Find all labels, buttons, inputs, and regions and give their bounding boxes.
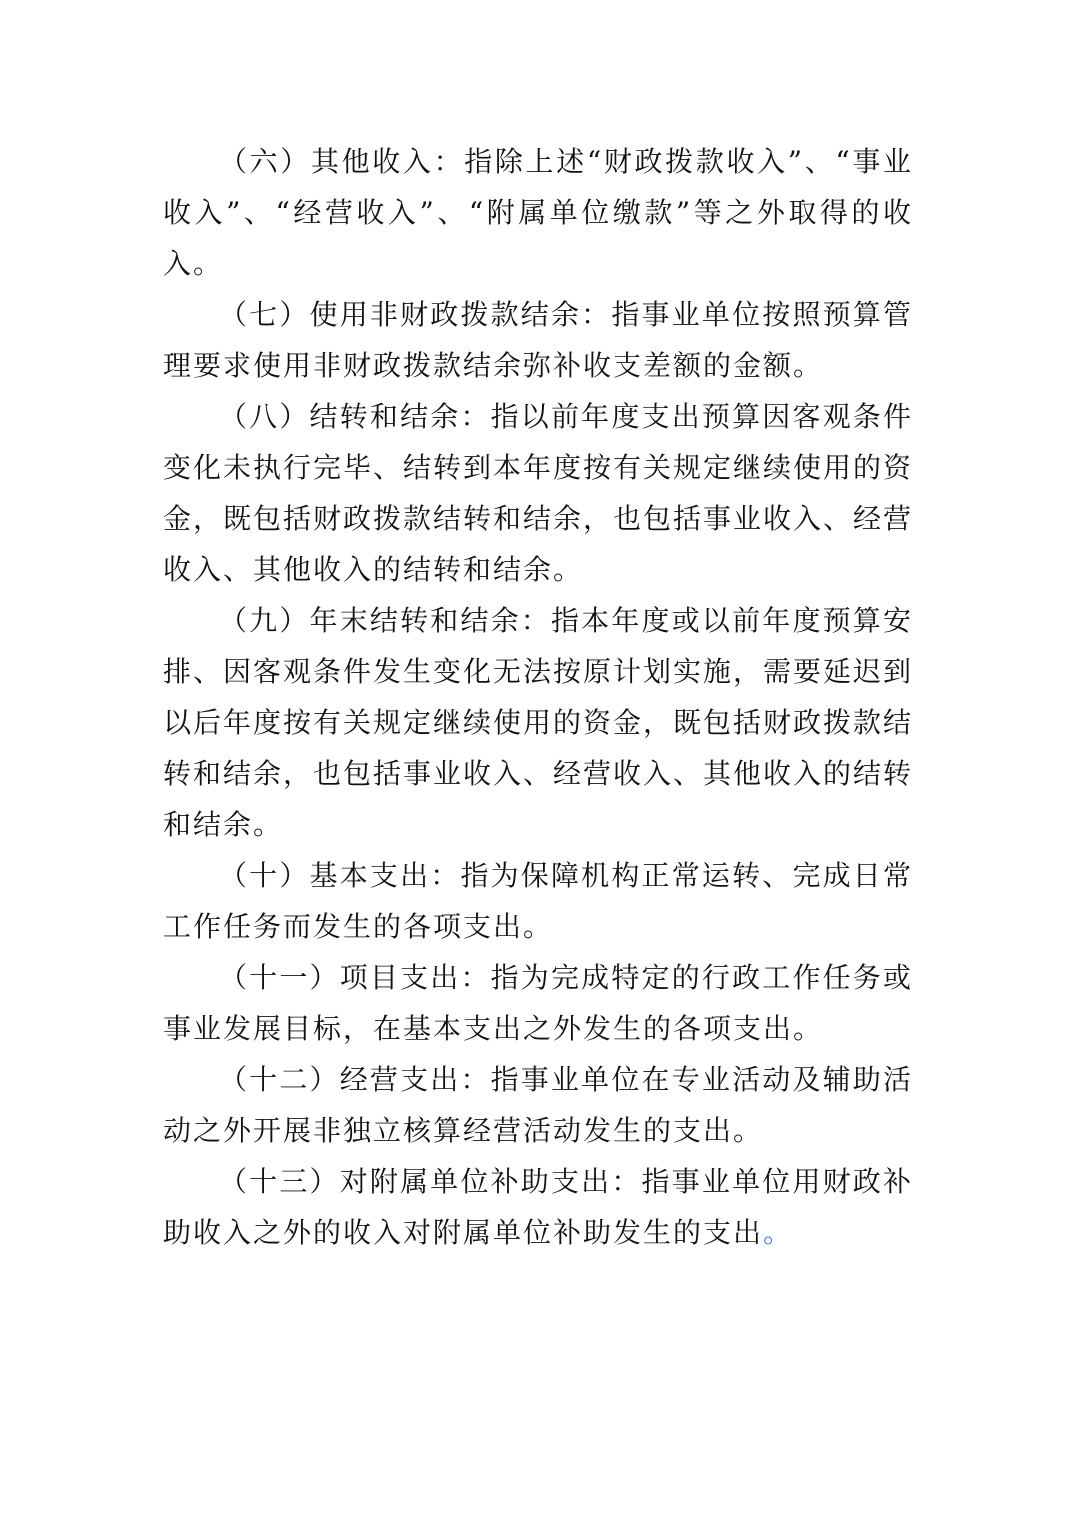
paragraph-subsidiary-subsidy-text: （十三）对附属单位补助支出：指事业单位用财政补助收入之外的收入对附属单位补助发生的支出 (163, 1165, 913, 1249)
paragraph-operating-expenditure: （十二）经营支出：指事业单位在专业活动及辅助活动之外开展非独立核算经营活动发生的支出。 (163, 1063, 913, 1147)
paragraph-non-fiscal-balance: （七）使用非财政拨款结余：指事业单位按照预算管理要求使用非财政拨款结余弥补收支差额的金额。 (163, 298, 913, 382)
paragraph-other-income: （六）其他收入：指除上述“财政拨款收入”、“事业收入”、“经营收入”、“附属单位缴款”等之外取得的收入。 (163, 145, 913, 280)
trailing-period-mark: 。 (763, 1216, 794, 1249)
paragraph-basic-expenditure: （十）基本支出：指为保障机构正常运转、完成日常工作任务而发生的各项支出。 (163, 859, 913, 943)
paragraph-subsidiary-subsidy (163, 1156, 913, 1258)
paragraph-project-expenditure: （十一）项目支出：指为完成特定的行政工作任务或事业发展目标，在基本支出之外发生的各项支出。 (163, 961, 913, 1045)
paragraph-year-end-carryover: （九）年末结转和结余：指本年度或以前年度预算安排、因客观条件发生变化无法按原计划实施，需要延迟到以后年度按有关规定继续使用的资金，既包括财政拨款结转和结余，也包括事业收入、经营收入、其他收入的结转和结余。 (163, 604, 914, 841)
paragraph-carryover-balance: （八）结转和结余：指以前年度支出预算因客观条件变化未执行完毕、结转到本年度按有关规定继续使用的资金，既包括财政拨款结转和结余，也包括事业收入、经营收入、其他收入的结转和结余。 (163, 400, 914, 586)
document-body (163, 136, 913, 1258)
